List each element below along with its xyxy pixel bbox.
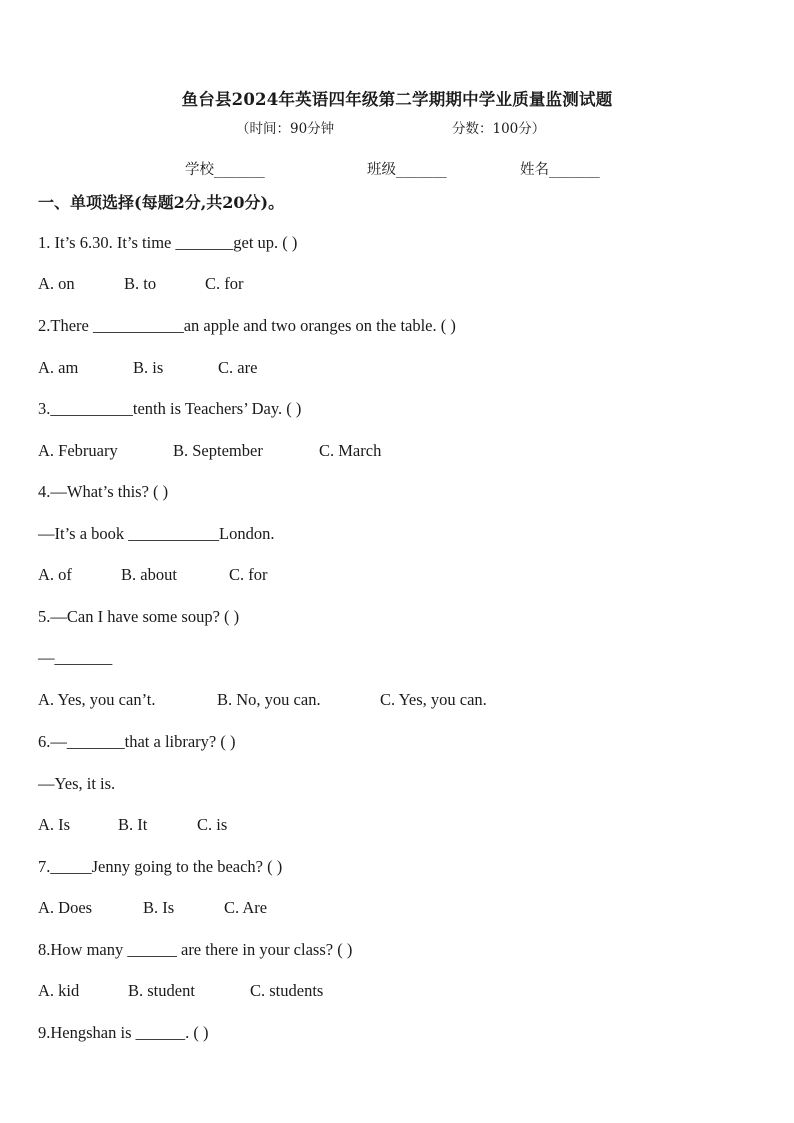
option-a: A. Does (38, 898, 93, 917)
question-4-stem: 4.—What’s this? ( ) (38, 482, 169, 501)
option-b: B. It (118, 815, 148, 834)
exam-title: 鱼台县2024年英语四年级第二学期期中学业质量监测试题 (181, 90, 613, 109)
question-2-stem: 2.There ___________an apple and two oranges on the table. ( ) (38, 316, 456, 335)
question-6-stem: 6.—_______that a library? ( ) (38, 732, 236, 751)
option-c: C. are (218, 358, 258, 377)
question-5-stem: 5.—Can I have some soup? ( ) (38, 607, 240, 626)
option-c: C. is (197, 815, 228, 834)
option-b: B. is (133, 358, 164, 377)
exam-time: （时间：90分钟 (236, 121, 335, 137)
question-6-stem-line2: —Yes, it is. (38, 774, 116, 793)
option-a: A. Is (38, 815, 71, 834)
option-c: C. students (250, 981, 324, 1000)
question-1-stem: 1. It’s 6.30. It’s time _______get up. ( ) (38, 233, 298, 252)
option-b: B. No, you can. (217, 690, 321, 709)
option-b: B. Is (143, 898, 175, 917)
question-5-stem-line2: —_______ (38, 648, 113, 667)
option-c: C. Yes, you can. (380, 690, 487, 709)
school-field: 学校_______ (185, 162, 265, 178)
question-3-stem: 3.__________tenth is Teachers’ Day. ( ) (38, 399, 302, 418)
option-b: B. student (128, 981, 195, 1000)
option-b: B. September (173, 441, 263, 460)
option-c: C. March (319, 441, 382, 460)
option-a: A. February (38, 441, 118, 460)
question-8-stem: 8.How many ______ are there in your class? ( ) (38, 940, 353, 959)
option-a: A. kid (38, 981, 80, 1000)
question-7-stem: 7._____Jenny going to the beach? ( ) (38, 857, 283, 876)
question-9-stem: 9.Hengshan is ______. ( ) (38, 1023, 209, 1042)
section-heading: 一、单项选择(每题2分,共20分)。 (38, 193, 285, 212)
option-a: A. Yes, you can’t. (38, 690, 156, 709)
option-c: C. for (205, 274, 244, 293)
option-a: A. of (38, 565, 72, 584)
class-field: 班级_______ (367, 162, 447, 178)
option-c: C. Are (224, 898, 268, 917)
option-c: C. for (229, 565, 268, 584)
option-a: A. on (38, 274, 75, 293)
exam-score: 分数：100分） (452, 121, 546, 137)
option-b: B. about (121, 565, 177, 584)
name-field: 姓名_______ (520, 162, 600, 178)
question-4-stem-line2: —It’s a book ___________London. (38, 524, 275, 543)
option-b: B. to (124, 274, 157, 293)
option-a: A. am (38, 358, 79, 377)
